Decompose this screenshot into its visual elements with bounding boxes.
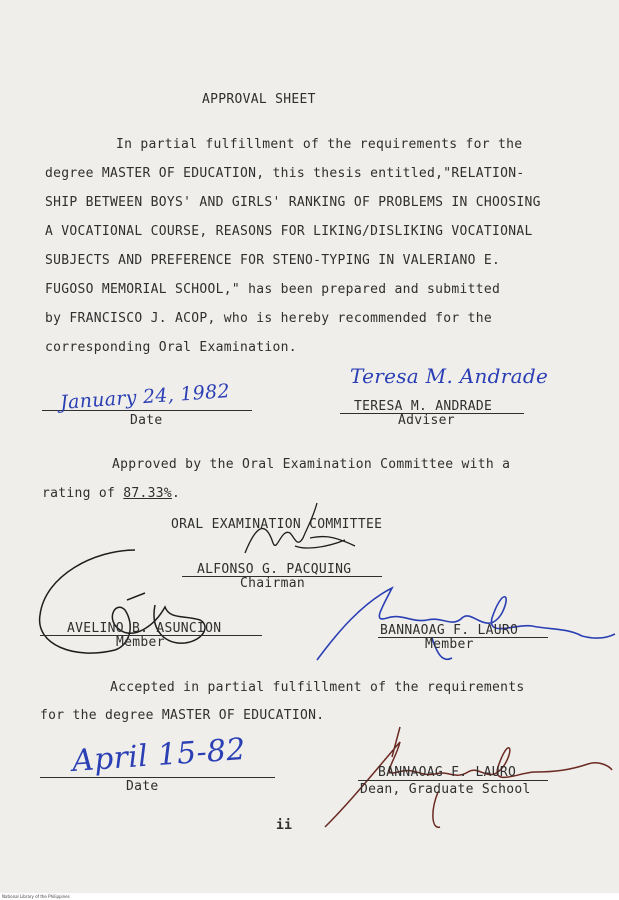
adviser-name: TERESA M. ANDRADE [354, 399, 493, 414]
intro-line-4: A VOCATIONAL COURSE, REASONS FOR LIKING/DISLIKING VOCATIONAL [45, 224, 533, 239]
intro-line-2: degree MASTER OF EDUCATION, this thesis entitled,"RELATION- [45, 166, 525, 181]
dean-line [358, 780, 548, 781]
handwritten-date-1: January 24, 1982 [59, 380, 231, 414]
adviser-signature: Teresa M. Andrade [350, 364, 549, 388]
acceptance-line-1: Accepted in partial fulfillment of the requirements [110, 680, 525, 695]
handwritten-date-2: April 15-82 [70, 731, 247, 780]
adviser-role: Adviser [398, 413, 455, 428]
member1-role: Member [116, 635, 165, 650]
intro-line-8: corresponding Oral Examination. [45, 340, 297, 355]
intro-line-6: FUGOSO MEMORIAL SCHOOL," has been prepared and submitted [45, 282, 501, 297]
committee-heading: ORAL EXAMINATION COMMITTEE [171, 517, 383, 532]
chairman-role: Chairman [240, 576, 306, 591]
member1-name: AVELINO B. ASUNCION [67, 621, 222, 636]
footer-watermark: National Library of the Philippines [0, 893, 619, 900]
page-number: ii [276, 818, 293, 833]
approval-line-2 [42, 486, 180, 501]
acceptance-line-2: for the degree MASTER OF EDUCATION. [40, 708, 325, 723]
chairman-name: ALFONSO G. PACQUING [197, 562, 352, 577]
rating-prefix: rating of [42, 486, 116, 501]
approval-line-1: Approved by the Oral Examination Committee with a [112, 457, 511, 472]
intro-line-7: by FRANCISCO J. ACOP, who is hereby recommended for the [45, 311, 492, 326]
approval-sheet-title: APPROVAL SHEET [202, 92, 316, 107]
dean-name: BANNAOAG F. LAURO [378, 765, 517, 780]
date-label-1: Date [130, 413, 163, 428]
rating-suffix: . [172, 486, 181, 501]
member2-name: BANNAOAG F. LAURO [380, 623, 519, 638]
date-label-2: Date [126, 779, 159, 794]
member2-role: Member [425, 637, 474, 652]
rating-value: 87.33% [123, 486, 173, 501]
dean-role: Dean, Graduate School [360, 782, 531, 797]
chairman-signature [235, 498, 365, 563]
intro-line-3: SHIP BETWEEN BOYS' AND GIRLS' RANKING OF PROBLEMS IN CHOOSING [45, 195, 541, 210]
intro-line-1: In partial fulfillment of the requirements for the [116, 137, 523, 152]
intro-line-5: SUBJECTS AND PREFERENCE FOR STENO-TYPING IN VALERIANO E. [45, 253, 501, 268]
